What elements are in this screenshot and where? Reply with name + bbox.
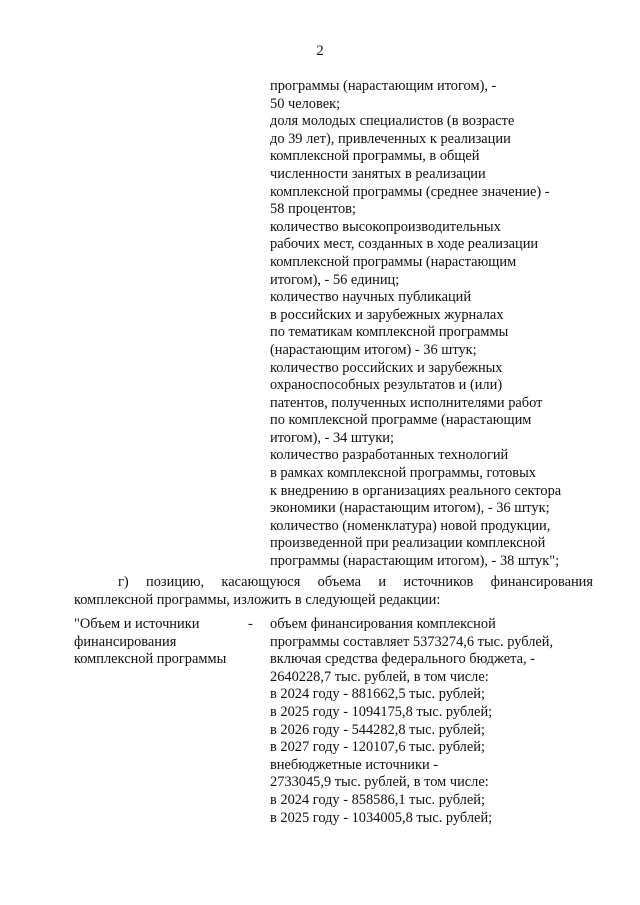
indicator-line: комплексной программы (среднее значение) - (270, 183, 550, 200)
indicator-line: итогом), - 34 штуки; (270, 429, 394, 446)
financing-value-line: в 2025 году - 1094175,8 тыс. рублей; (270, 703, 493, 720)
indicator-line: к внедрению в организациях реального сектора (270, 482, 562, 499)
financing-value (270, 616, 610, 827)
indicator-line: комплексной программы, в общей (270, 148, 480, 165)
instruction-line-1: г) позицию, касающуюся объема и источников финансирования (118, 574, 593, 590)
instruction-line-2: комплексной программы, изложить в следующей редакции: (74, 591, 441, 608)
indicator-line: количество разработанных технологий (270, 447, 509, 464)
indicator-line: программы (нарастающим итогом), - 38 штук"; (270, 553, 560, 570)
indicator-line: до 39 лет), привлеченных к реализации (270, 130, 511, 147)
indicator-line: количество научных публикаций (270, 289, 472, 306)
indicator-line: 50 человек; (270, 95, 341, 112)
indicator-line: комплексной программы (нарастающим (270, 253, 517, 270)
indicator-line: рабочих мест, созданных в ходе реализации (270, 236, 539, 253)
financing-value-line: в 2026 году - 544282,8 тыс. рублей; (270, 721, 485, 738)
financing-value-line: объем финансирования комплексной (270, 616, 496, 632)
financing-value-line: внебюджетные источники - (270, 756, 439, 773)
indicator-line: количество высокопроизводительных (270, 218, 501, 235)
financing-value-line: в 2024 году - 858586,1 тыс. рублей; (270, 791, 485, 808)
instruction-paragraph (74, 574, 593, 609)
indicator-line: по комплексной программе (нарастающим (270, 412, 532, 429)
indicator-line: 58 процентов; (270, 201, 356, 218)
indicator-line: программы (нарастающим итогом), - (270, 78, 497, 94)
financing-label-line: комплексной программы (74, 651, 227, 668)
financing-value-line: включая средства федерального бюджета, - (270, 651, 535, 668)
financing-label-line: "Объем и источники (74, 616, 200, 632)
financing-value-line: в 2025 году - 1034005,8 тыс. рублей; (270, 809, 493, 826)
indicator-line: (нарастающим итогом) - 36 штук; (270, 341, 477, 358)
financing-value-line: 2640228,7 тыс. рублей, в том числе: (270, 668, 489, 685)
indicator-line: по тематикам комплексной программы (270, 324, 509, 341)
financing-label-line: финансирования (74, 633, 177, 650)
indicator-line: в рамках комплексной программы, готовых (270, 465, 536, 482)
indicator-line: в российских и зарубежных журналах (270, 306, 504, 323)
financing-value-line: в 2027 году - 120107,6 тыс. рублей; (270, 739, 485, 756)
indicator-line: итогом), - 56 единиц; (270, 271, 400, 288)
indicator-line: количество российских и зарубежных (270, 359, 503, 376)
financing-value-line: в 2024 году - 881662,5 тыс. рублей; (270, 686, 485, 703)
indicator-line: доля молодых специалистов (в возрасте (270, 113, 515, 130)
financing-label (74, 616, 249, 669)
page-number: 2 (316, 43, 324, 59)
financing-value-line: программы составляет 5373274,6 тыс. рублей, (270, 633, 554, 650)
indicator-line: патентов, полученных исполнителями работ (270, 394, 543, 411)
financing-value-line: 2733045,9 тыс. рублей, в том числе: (270, 774, 489, 791)
indicator-line: численности занятых в реализации (270, 165, 486, 182)
indicators-text (270, 78, 610, 571)
indicator-line: количество (номенклатура) новой продукции, (270, 517, 551, 534)
indicator-line: экономики (нарастающим итогом), - 36 штук; (270, 500, 550, 517)
financing-dash: - (248, 616, 253, 632)
indicator-line: охраноспособных результатов и (или) (270, 377, 503, 394)
indicator-line: произведенной при реализации комплексной (270, 535, 546, 552)
